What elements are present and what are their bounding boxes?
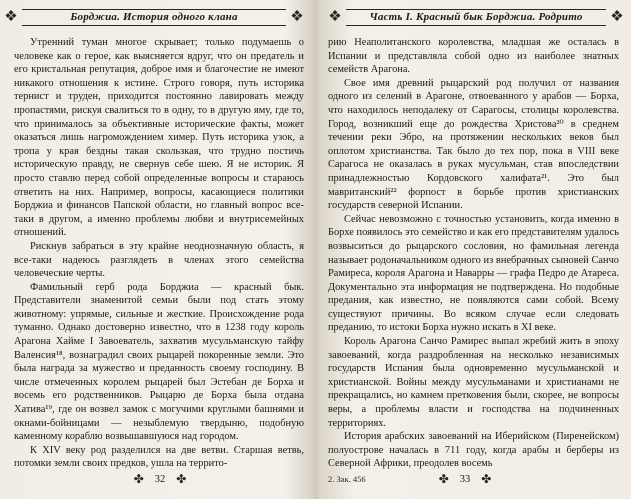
right-paragraph-5: История арабских завоеваний на Иберийском (Пиренейском) полуострове началась в 711 году, когда арабы и берберы из Северной Африки, преодолев восемь	[328, 431, 619, 470]
left-page-number: 32	[154, 473, 166, 485]
left-paragraph-1: Утренний туман многое скрывает; только подумаешь о человеке как о герое, как выясняется вдруг, что он предатель и его кристальная репутация, доброе имя и благочестие не имеют никакого отношения к истине. Строго говоря, путь историка тернист и труден, приходится постоянно лавировать между пропастями, рискуя свалиться то в одну, то в другую яму, где то, что принималось за объективные исторические факты, может оказаться лишь нагромождением химер. Путь историка узок, а тропа у края бездны такая скользкая, что трудно постичь историческую правду, не свернув себе шею. Я не историк. Я просто ставлю перед собой определенные вопросы и стараюсь ответить на них. Например, вопросы, касающиеся политики Борджиа и финансов Папской области, но главный вопрос все-таки в другом, а именно проблемы любви и внутрисемейных отношений.	[14, 37, 304, 239]
printer-signature: 2. Зак. 456	[328, 474, 366, 484]
right-page-number: 33	[459, 473, 471, 485]
left-paragraph-2: Рискнув забраться в эту крайне неоднозначную область, я все-таки надеюсь разглядеть в членах этого семейства человеческие черты.	[14, 240, 304, 280]
floral-ornament-icon: ✤	[176, 471, 187, 486]
right-paragraph-2: Свое имя древний рыцарский род получил от названия одного из селений в Арагоне, отвоеванного у арабов — Борха, что находилось неподалеку от Сарагосы, столицы королевства. Город, возникший еще до рождества Христова²⁰ в среднем течении реки Эбро, на протяжении нескольких веков был оплотом христианства. Так было до тех пор, пока в VIII веке Сарагоса не оказалась в руках мусульман, став впоследствии принадлежностью Кордовского халифата²¹. Это был мавританский²² форпост в борьбе против христианских государств северной Испании.	[328, 77, 619, 212]
left-running-head-title: Борджиа. История одного клана	[22, 9, 286, 26]
floral-ornament-icon: ✤	[438, 471, 449, 486]
left-running-header	[2, 7, 306, 27]
fleuron-ornament-icon: ❖	[328, 9, 342, 25]
fleuron-ornament-icon: ❖	[610, 9, 624, 25]
right-footer	[410, 471, 520, 487]
right-page	[318, 0, 631, 499]
right-running-head-title: Часть I. Красный бык Борджиа. Родрито	[346, 9, 606, 26]
left-paragraph-4: К XIV веку род разделился на две ветви. Старшая ветвь, потомки земли своих предков, ушла на террито-	[14, 444, 304, 470]
left-page	[0, 0, 314, 499]
fleuron-ornament-icon: ❖	[4, 9, 18, 25]
floral-ornament-icon: ✤	[481, 471, 492, 486]
floral-ornament-icon: ✤	[133, 471, 144, 486]
right-paragraph-1: рию Неаполитанского королевства, младшая же осталась в Испании и представляла собой одно из наиболее знатных семейств Арагона.	[328, 37, 619, 76]
left-paragraph-3: Фамильный герб рода Борджиа — красный бык. Представители знаменитой семьи были под стать этому животному: упрямые, сильные и жесткие. Происхождение рода туманно. Однако достоверно известно, что в 1238 году король Арагона Хайме I Завоеватель, захватив мусульманскую тайфу Валенсия¹⁸, вознаградил своих рыцарей покоренные земли. Это была награда за мужество и преданность своему господину. В числе отмеченных королем рыцарей был Эстебан де Борха и восемь его родственников. Рыцарю де Борха была отдана Хатива¹⁹, где он возвел замок с могучими круглыми башнями и окнами-бойницами — незыблемую твердыню, подобную каменному кораблю возвышавшуюся над городом.	[14, 281, 304, 443]
left-body-text	[14, 36, 304, 470]
right-paragraph-3: Сейчас невозможно с точностью установить, когда именно в Борхе появилось это семейство и как его представителям удалось возвыситься до рыцарского сословия, но фамильная легенда называет родоначальником одного из внебрачных сыновей Санчо Рамиреса, короля Арагона и Наварры — графа Педро де Атареса. Документально эта информация не подтверждена. Но подобные предания, как известно, не появляются сами собой. Всему существуют причины. Во всяком случае если следовать преданию, то истоки Борха нужно искать в XI веке.	[328, 213, 619, 334]
right-paragraph-4: Король Арагона Санчо Рамирес выпал жребий жить в эпоху завоеваний, когда раздробленная на несколько независимых государств Испания была одновременно мусульманской и христианской. Войны между мусульманами и христианами не прекращались, но камнем претковения были, скорее, не вопросы веры, а проблемы власти и господства на подчиненных территориях.	[328, 336, 619, 429]
left-footer	[110, 471, 210, 487]
right-running-header	[326, 7, 626, 27]
right-body-text	[328, 36, 619, 470]
fleuron-ornament-icon: ❖	[290, 9, 304, 25]
